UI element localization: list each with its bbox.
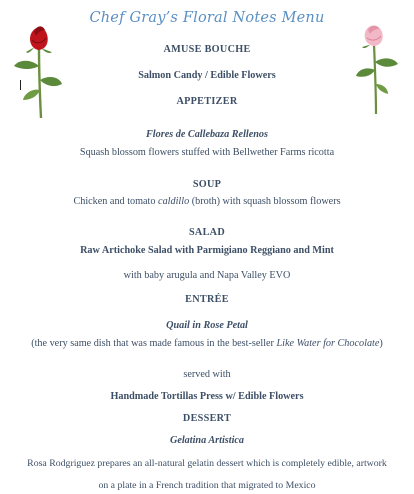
dessert-description-line-2: on a plate in a French tradition that migrated to Mexico — [98, 480, 316, 491]
appetizer-heading: APPETIZER — [176, 96, 238, 107]
menu-title: Chef Gray’s Floral Notes Menu — [89, 10, 325, 26]
appetizer-description: Squash blossom flowers stuffed with Bellwether Farms ricotta — [79, 147, 335, 158]
dessert-dish: Gelatina Artistica — [169, 435, 245, 446]
entree-description: (the very same dish that was made famous in the best-seller Like Water for Chocolate) — [31, 338, 383, 349]
appetizer-dish: Flores de Callebaza Rellenos — [146, 129, 268, 140]
entree-side: Handmade Tortillas Press w/ Edible Flowers — [110, 391, 304, 402]
entree-dish: Quail in Rose Petal — [166, 320, 248, 331]
soup-italic: caldillo — [158, 196, 190, 207]
salad-dish: Raw Artichoke Salad with Parmigiano Reggiano and Mint — [80, 245, 334, 256]
text-cursor — [20, 80, 21, 90]
amuse-dish: Salmon Candy / Edible Flowers — [138, 70, 276, 81]
salad-description: with baby arugula and Napa Valley EVO — [123, 270, 291, 281]
soup-heading: SOUP — [192, 179, 222, 190]
entree-served-with: served with — [183, 369, 231, 380]
dessert-description-line-1: Rosa Rodgriguez prepares an all-natural gelatin dessert which is completely edible, artwork — [27, 458, 387, 469]
entree-heading: ENTRÉE — [185, 294, 229, 305]
salad-heading: SALAD — [188, 227, 226, 238]
entree-italic: Like Water for Chocolate — [276, 338, 380, 349]
amuse-heading: AMUSE BOUCHE — [163, 44, 251, 55]
soup-description: Chicken and tomato caldillo (broth) with squash blossom flowers — [73, 196, 341, 207]
dessert-heading: DESSERT — [182, 413, 232, 424]
